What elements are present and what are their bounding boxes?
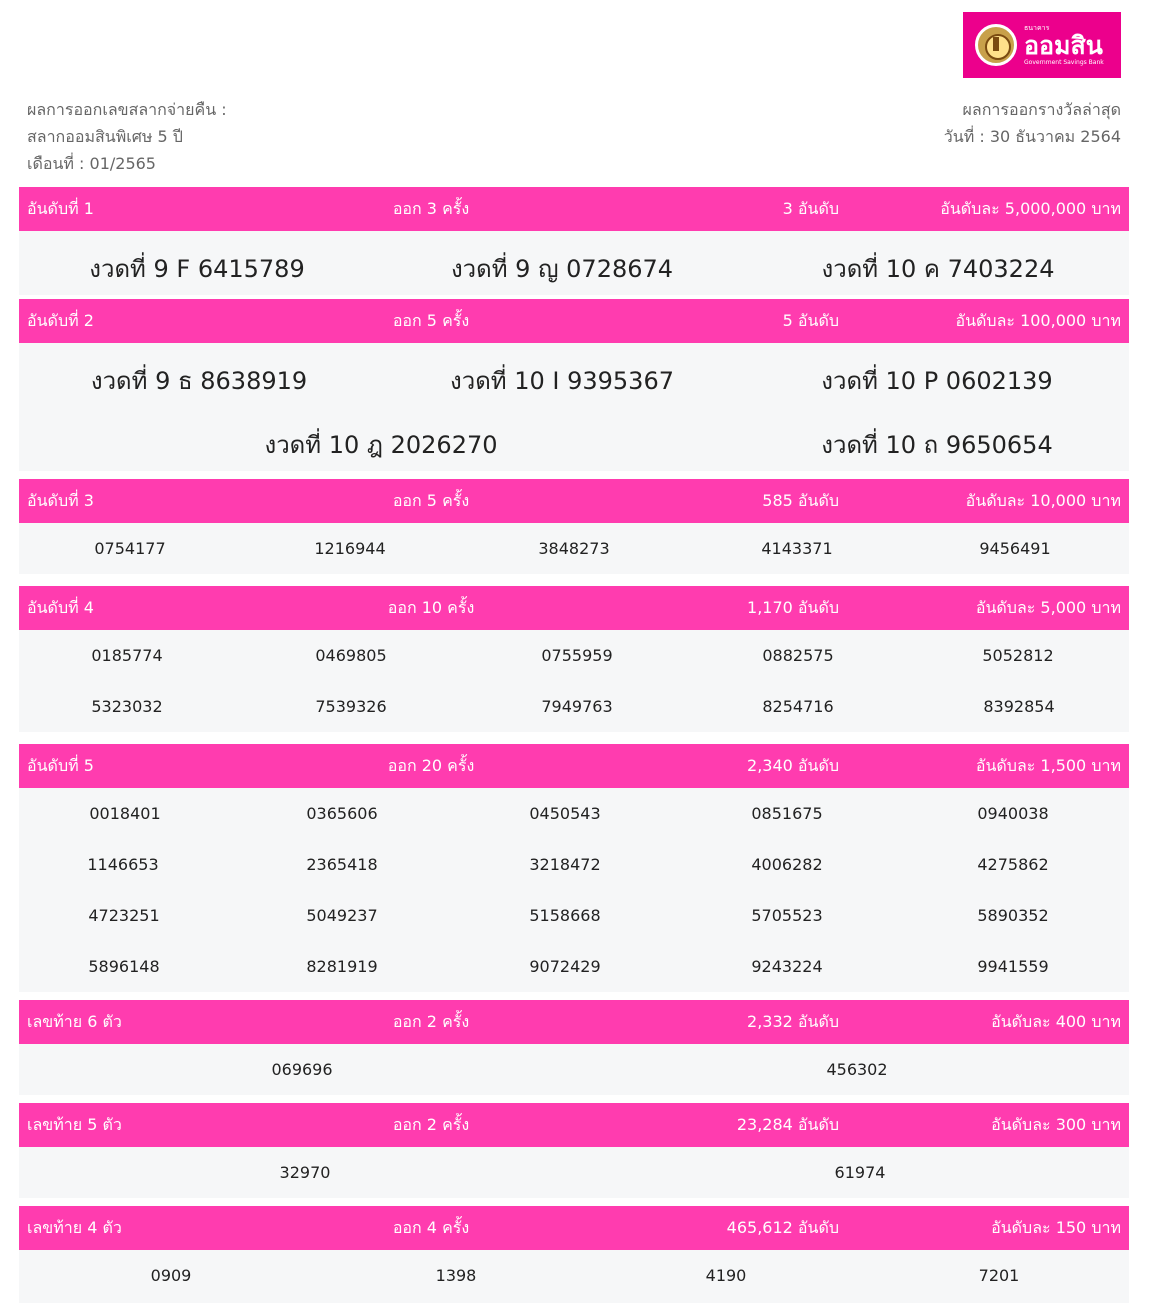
winning-number: 456302 (826, 1060, 888, 1079)
prize-amount: อันดับละ 300 บาท (991, 1115, 1121, 1134)
winning-number: งวดที่ 9 ญ 0728674 (450, 255, 674, 283)
prize-times: ออก 4 ครั้ง (392, 1218, 470, 1237)
latest-draw-label: ผลการออกรางวัลล่าสุด (962, 100, 1121, 119)
winning-number: งวดที่ 10 I 9395367 (450, 367, 674, 395)
winning-number: 0185774 (91, 646, 163, 665)
winning-number: 0018401 (89, 804, 161, 823)
prize-section-last6 (19, 1000, 1129, 1095)
prize-section-1 (19, 187, 1129, 295)
prize-numbers (19, 343, 1129, 471)
winning-number: งวดที่ 9 ธ 8638919 (90, 367, 308, 395)
prize-count: 2,340 อันดับ (747, 756, 839, 775)
prize-amount: อันดับละ 100,000 บาท (955, 311, 1121, 330)
winning-number: งวดที่ 10 P 0602139 (821, 367, 1053, 395)
prize-section-last5 (19, 1103, 1129, 1198)
prize-times: ออก 2 ครั้ง (392, 1115, 470, 1134)
prize-numbers (19, 1250, 1129, 1303)
prize-header (19, 1000, 1129, 1044)
prize-times: ออก 3 ครั้ง (392, 199, 470, 218)
prize-header (19, 1206, 1129, 1250)
prize-count: 585 อันดับ (762, 491, 839, 510)
winning-number: 32970 (279, 1163, 331, 1182)
winning-number: 5890352 (977, 906, 1049, 925)
prize-numbers (19, 630, 1129, 732)
winning-number: 5052812 (982, 646, 1054, 665)
prize-times: ออก 10 ครั้ง (387, 598, 475, 617)
prize-title: เลขท้าย 5 ตัว (27, 1115, 122, 1134)
winning-number: 069696 (271, 1060, 333, 1079)
lottery-name: สลากออมสินพิเศษ 5 ปี (27, 127, 183, 146)
winning-number: 61974 (834, 1163, 886, 1182)
draw-info-label: ผลการออกเลขสลากจ่ายคืน : (27, 100, 227, 119)
prize-section-3 (19, 479, 1129, 574)
prize-title: อันดับที่ 3 (27, 491, 94, 510)
prize-amount: อันดับละ 400 บาท (991, 1012, 1121, 1031)
winning-number: 0365606 (306, 804, 378, 823)
prize-count: 23,284 อันดับ (736, 1115, 839, 1134)
prize-section-5 (19, 744, 1129, 992)
winning-number: งวดที่ 10 ค 7403224 (821, 255, 1055, 283)
brand-name: ออมสิน (1024, 30, 1103, 60)
winning-number: 9243224 (751, 957, 823, 976)
prize-count: 3 อันดับ (782, 199, 839, 218)
prize-amount: อันดับละ 10,000 บาท (965, 491, 1121, 510)
winning-number: 4143371 (761, 539, 833, 558)
prize-count: 5 อันดับ (782, 311, 839, 330)
winning-number: 4275862 (977, 855, 1049, 874)
winning-number: 4190 (705, 1266, 747, 1285)
prize-title: อันดับที่ 2 (27, 311, 94, 330)
winning-number: งวดที่ 10 ถ 9650654 (821, 431, 1053, 459)
winning-number: 3848273 (538, 539, 610, 558)
winning-number: 2365418 (306, 855, 378, 874)
prize-header (19, 744, 1129, 788)
winning-number: 4723251 (88, 906, 160, 925)
prize-section-2 (19, 299, 1129, 471)
winning-number: งวดที่ 9 F 6415789 (89, 255, 305, 283)
prize-header (19, 479, 1129, 523)
winning-number: 0940038 (977, 804, 1049, 823)
prize-times: ออก 2 ครั้ง (392, 1012, 470, 1031)
draw-info (27, 96, 227, 177)
prize-count: 1,170 อันดับ (747, 598, 839, 617)
winning-number: 1146653 (87, 855, 159, 874)
winning-number: 1398 (435, 1266, 477, 1285)
prize-header (19, 187, 1129, 231)
latest-draw-info (944, 96, 1121, 150)
draw-month: เดือนที่ : 01/2565 (27, 154, 156, 173)
prize-amount: อันดับละ 5,000 บาท (975, 598, 1121, 617)
winning-number: 7949763 (541, 697, 613, 716)
prize-numbers (19, 1147, 1129, 1198)
prize-count: 2,332 อันดับ (747, 1012, 839, 1031)
winning-number: 8392854 (983, 697, 1055, 716)
prize-times: ออก 20 ครั้ง (387, 756, 475, 775)
prize-numbers (19, 788, 1129, 992)
prize-amount: อันดับละ 150 บาท (991, 1218, 1121, 1237)
prize-title: อันดับที่ 1 (27, 199, 94, 218)
winning-number: 1216944 (314, 539, 386, 558)
prize-title: อันดับที่ 4 (27, 598, 94, 617)
winning-number: 0754177 (94, 539, 166, 558)
gsb-logo[interactable] (963, 12, 1121, 78)
prize-title: เลขท้าย 6 ตัว (27, 1012, 122, 1031)
winning-number: 3218472 (529, 855, 601, 874)
winning-number: 5896148 (88, 957, 160, 976)
prize-header (19, 1103, 1129, 1147)
winning-number: 0755959 (541, 646, 613, 665)
prize-header (19, 299, 1129, 343)
prize-numbers (19, 231, 1129, 295)
winning-number: 4006282 (751, 855, 823, 874)
prize-count: 465,612 อันดับ (726, 1218, 839, 1237)
brand-small-text: ธนาคาร (1024, 23, 1050, 32)
prize-numbers (19, 1044, 1129, 1095)
winning-number: 0469805 (315, 646, 387, 665)
brand-text (1024, 25, 1104, 66)
winning-number: 9456491 (979, 539, 1051, 558)
winning-number: 0909 (150, 1266, 192, 1285)
prize-section-last4 (19, 1206, 1129, 1303)
prize-times: ออก 5 ครั้ง (392, 491, 470, 510)
winning-number: 9941559 (977, 957, 1049, 976)
prize-numbers (19, 523, 1129, 574)
winning-number: 5158668 (529, 906, 601, 925)
brand-english: Government Savings Bank (1024, 58, 1104, 66)
winning-number: 5049237 (306, 906, 378, 925)
prize-header (19, 586, 1129, 630)
winning-number: 0450543 (529, 804, 601, 823)
winning-number: 7201 (978, 1266, 1020, 1285)
prize-amount: อันดับละ 5,000,000 บาท (940, 199, 1121, 218)
prize-amount: อันดับละ 1,500 บาท (975, 756, 1121, 775)
winning-number: 5705523 (751, 906, 823, 925)
winning-number: 0851675 (751, 804, 823, 823)
prize-title: อันดับที่ 5 (27, 756, 94, 775)
bank-seal-icon (975, 24, 1017, 66)
latest-draw-date: วันที่ : 30 ธันวาคม 2564 (943, 127, 1121, 146)
winning-number: งวดที่ 10 ฎ 2026270 (264, 431, 498, 459)
winning-number: 9072429 (529, 957, 601, 976)
winning-number: 8254716 (762, 697, 834, 716)
prize-section-4 (19, 586, 1129, 732)
prize-title: เลขท้าย 4 ตัว (27, 1218, 122, 1237)
winning-number: 0882575 (762, 646, 834, 665)
winning-number: 8281919 (306, 957, 378, 976)
winning-number: 7539326 (315, 697, 387, 716)
prize-times: ออก 5 ครั้ง (392, 311, 470, 330)
winning-number: 5323032 (91, 697, 163, 716)
